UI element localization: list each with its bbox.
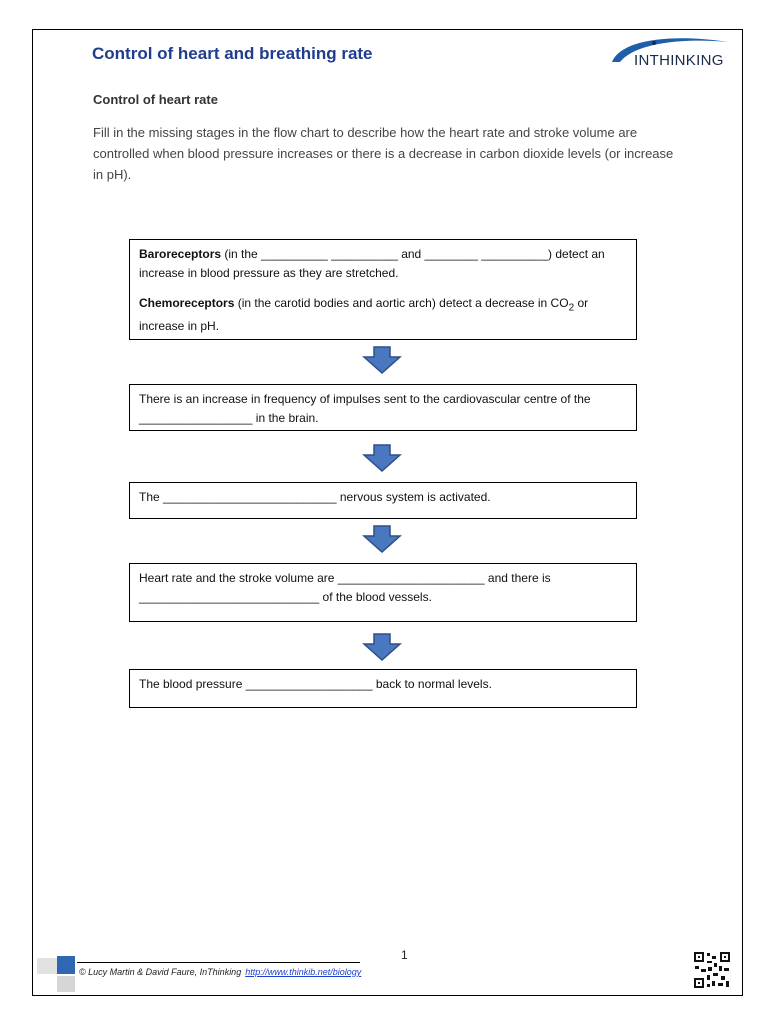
logo-text: INTHINKING <box>634 52 724 69</box>
flow-step-4-text: Heart rate and the stroke volume are ______________________ and there is ___________________________ of the blood vessels. <box>139 571 551 604</box>
flow-step-4-box <box>129 563 637 622</box>
qr-code-icon <box>693 951 731 989</box>
down-arrow-icon <box>362 525 402 553</box>
flow-step-3-box <box>129 482 637 519</box>
down-arrow-icon <box>362 444 402 472</box>
credit-text: © Lucy Martin & David Faure, InThinking <box>79 967 242 977</box>
flow-step-2-text: There is an increase in frequency of impulses sent to the cardiovascular centre of the _________________ in the brain. <box>139 392 591 425</box>
thinkib-link[interactable]: http://www.thinkib.net/biology <box>245 967 362 977</box>
down-arrow-icon <box>362 633 402 661</box>
page-number: 1 <box>401 948 408 962</box>
flow-step-5-box <box>129 669 637 708</box>
footer-rule <box>77 962 360 963</box>
down-arrow-icon <box>362 346 402 374</box>
baroreceptors-term: Baroreceptors <box>139 247 222 261</box>
baroreceptors-description: (in the __________ __________ and ________ __________) detect an increase in blood pressure as they are stretched. <box>139 247 605 280</box>
baroreceptors-text <box>139 245 627 283</box>
chemoreceptors-description: (in the carotid bodies and aortic arch) detect a decrease in CO <box>234 296 569 310</box>
chemoreceptors-description-end: or increase in pH. <box>139 296 589 334</box>
footer-credit <box>79 967 361 977</box>
section-heading: Control of heart rate <box>93 92 218 107</box>
footer-squares-icon <box>37 956 77 992</box>
document-title: Control of heart and breathing rate <box>92 44 373 63</box>
inthinking-logo <box>606 32 732 72</box>
co2-subscript: 2 <box>568 302 575 314</box>
flow-step-3-text: The __________________________ nervous system is activated. <box>139 490 491 504</box>
flow-step-2-box <box>129 384 637 431</box>
chemoreceptors-term: Chemoreceptors <box>139 296 235 310</box>
instructions-text: Fill in the missing stages in the flow chart to describe how the heart rate and stroke volume are controlled when blood pressure increases or there is a decrease in carbon dioxide levels (or increase in pH). <box>93 125 674 182</box>
flow-step-5-text: The blood pressure ___________________ back to normal levels. <box>139 677 492 691</box>
chemoreceptors-text <box>139 294 627 336</box>
flow-step-1-box <box>129 239 637 340</box>
